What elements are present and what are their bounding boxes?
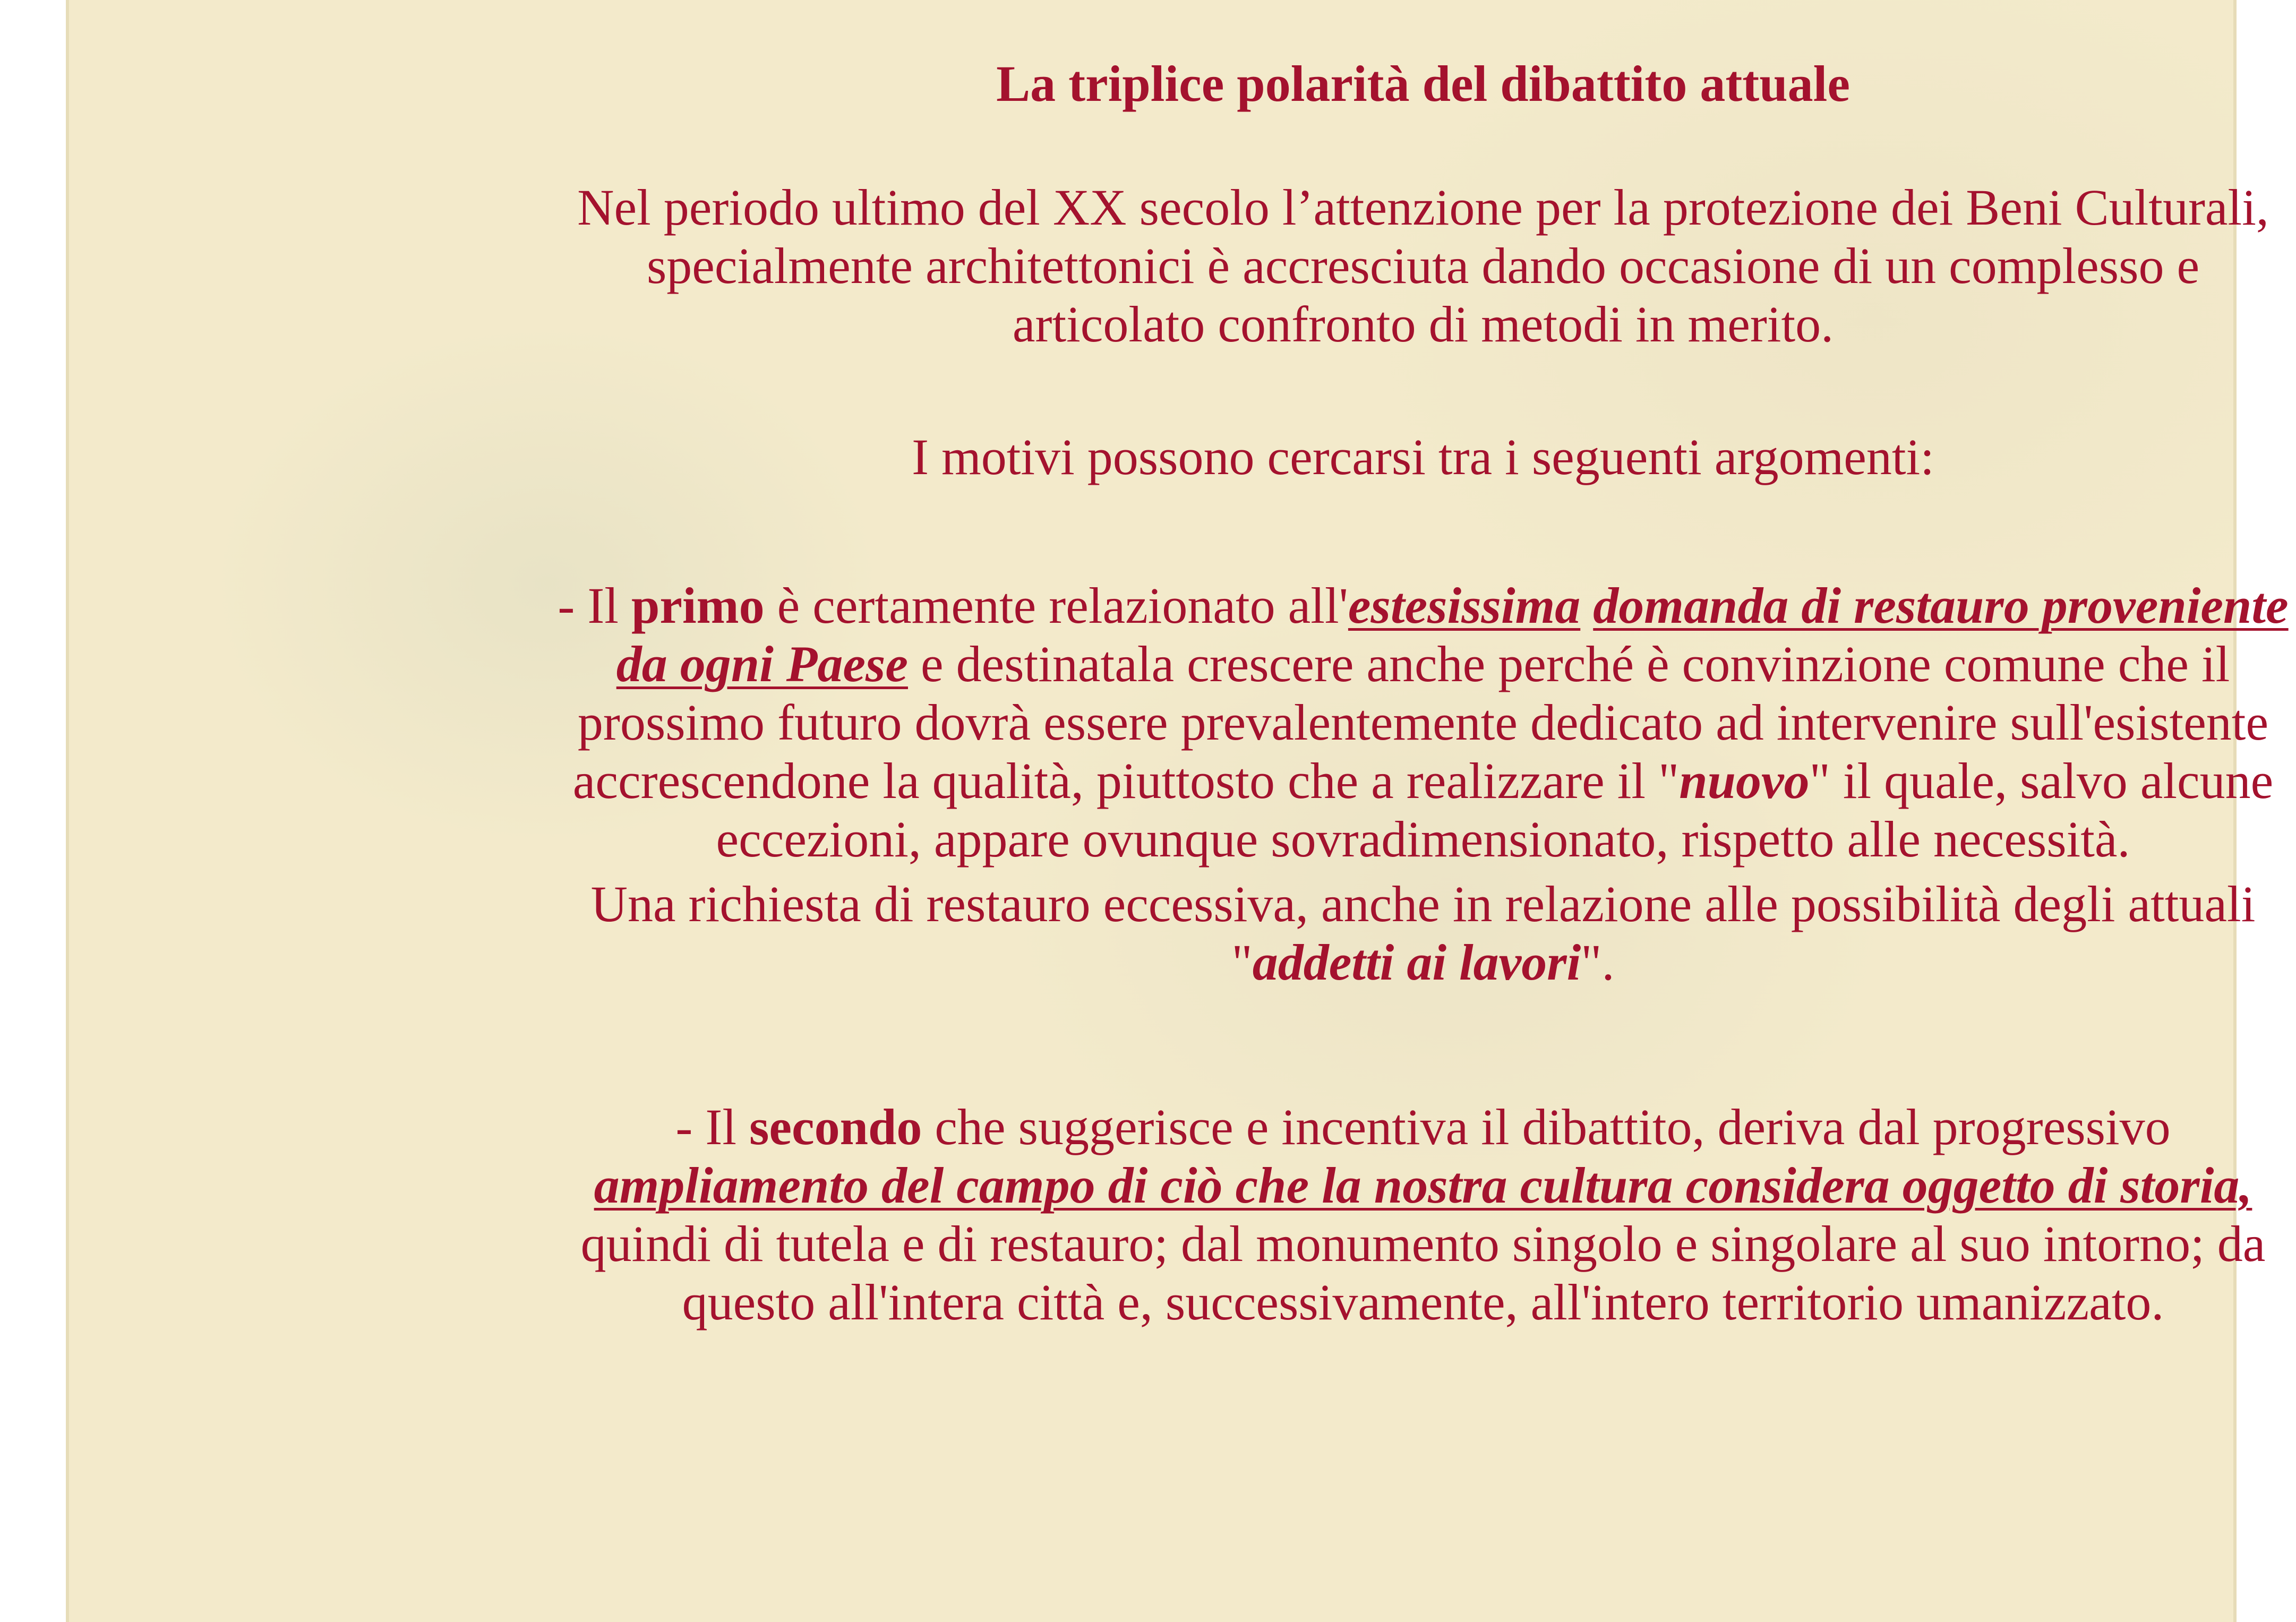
secondo-emphasis: ampliamento del campo di ciò che la nostra cultura considera oggetto di storia, [594, 1157, 2252, 1214]
page-title: La triplice polarità del dibattito attuale [996, 55, 1850, 112]
primo-emphasis-2: domanda di restauro proveniente da ogni Paese [616, 577, 2289, 692]
slide-text [550, 42, 2296, 1332]
primo-space [1580, 577, 1593, 634]
richiesta-paragraph [550, 875, 2296, 992]
motivi-paragraph: I motivi possono cercarsi tra i seguenti argomenti: [912, 428, 1934, 485]
primo-prefix: - Il [558, 577, 631, 634]
richiesta-text-1: Una richiesta di restauro eccessiva, anche in relazione alle possibilità degli attuali " [590, 876, 2256, 991]
secondo-paragraph [550, 1098, 2296, 1332]
primo-emphasis-3: nuovo [1679, 752, 1810, 809]
secondo-prefix: - Il [675, 1099, 749, 1155]
primo-text-2: e destinatala crescere anche perché è convinzione comune che il prossimo futuro dovrà essere prevalentemente dedicato ad intervenire sull'esistente accrescendone la qualità, piuttosto che a realizzare il " [572, 636, 2269, 809]
secondo-text-1: che suggerisce e incentiva il dibattito, deriva dal progressivo [922, 1099, 2171, 1155]
secondo-text-2: quindi di tutela e di restauro; dal monumento singolo e singolare al suo intorno; da questo all'intera città e, successivamente, all'intero territorio umanizzato. [580, 1215, 2266, 1331]
richiesta-emphasis: addetti ai lavori [1252, 934, 1581, 991]
secondo-keyword: secondo [749, 1099, 922, 1155]
document-page [66, 0, 2289, 1622]
primo-keyword: primo [631, 577, 765, 634]
primo-paragraph [550, 577, 2296, 869]
primo-text-1: è certamente relazionato all' [764, 577, 1348, 634]
primo-text-3: " il quale, salvo alcune eccezioni, appare ovunque sovradimensionato, rispetto alle necessità. [716, 752, 2274, 868]
primo-emphasis-1: estesissima [1348, 577, 1581, 634]
richiesta-text-2: ". [1581, 934, 1615, 991]
intro-paragraph: Nel periodo ultimo del XX secolo l’attenzione per la protezione dei Beni Culturali, specialmente architettonici è accresciuta dando occasione di un complesso e articolato confronto di metodi in merito. [577, 179, 2269, 353]
